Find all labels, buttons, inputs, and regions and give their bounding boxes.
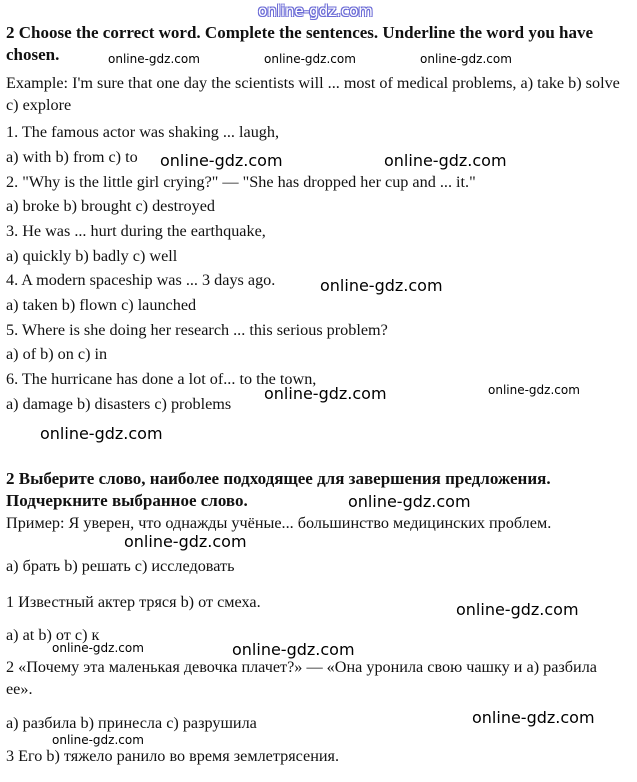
english-line: 5. Where is she doing her research ... this serious problem? [6, 321, 388, 339]
watermark: online-gdz.com [264, 384, 387, 403]
watermark: online-gdz.com [108, 52, 200, 66]
english-example: Example: I'm sure that one day the scientists will ... most of medical problems, a) take b) solve c) explore [6, 74, 620, 114]
watermark: online-gdz.com [124, 532, 247, 551]
watermark: online-gdz.com [52, 641, 144, 655]
english-line: a) quickly b) badly c) well [6, 247, 178, 265]
watermark: online-gdz.com [320, 276, 443, 295]
english-line: a) broke b) brought c) destroyed [6, 197, 216, 215]
russian-line: 1 Известный актер тряся b) от смеха. [6, 593, 261, 611]
english-line: 4. A modern spaceship was ... 3 days ago. [6, 271, 276, 289]
russian-line: а) at b) от с) к [6, 626, 100, 644]
header-watermark: online-gdz.com [258, 2, 373, 20]
russian-line: 3 Его b) тяжело ранило во время землетрясения. [6, 747, 340, 765]
watermark: online-gdz.com [264, 52, 356, 66]
watermark: online-gdz.com [456, 600, 579, 619]
watermark: online-gdz.com [160, 151, 283, 170]
english-line: 3. He was ... hurt during the earthquake, [6, 222, 266, 240]
english-line: 6. The hurricane has done a lot of... to the town, [6, 370, 317, 388]
english-line: a) of b) on c) in [6, 345, 108, 363]
english-line: a) with b) from c) to [6, 148, 138, 166]
russian-line: 2 «Почему эта маленькая девочка плачет?» — «Она уронила свою чашку и а) разбила ее». [6, 658, 597, 698]
watermark: online-gdz.com [472, 708, 595, 727]
watermark: online-gdz.com [52, 733, 144, 747]
russian-line: а) брать b) решать с) исследовать [6, 557, 235, 575]
russian-example: Пример: Я уверен, что однажды учёные... большинство медицинских проблем. [6, 514, 552, 532]
english-line: 1. The famous actor was shaking ... laugh, [6, 123, 280, 141]
english-line: a) taken b) flown c) launched [6, 296, 197, 314]
russian-task-title: 2 Выберите слово, наиболее подходящее для завершения предложения. Подчеркните выбранное слово. [6, 469, 551, 510]
english-task-title: 2 Choose the correct word. Complete the sentences. Underline the word you have chosen. [6, 23, 594, 64]
russian-line: а) разбила b) принесла с) разрушила [6, 714, 257, 732]
watermark: online-gdz.com [348, 492, 471, 511]
english-line: 2. "Why is the little girl crying?" — "She has dropped her cup and ... it." [6, 173, 476, 191]
watermark: online-gdz.com [488, 383, 580, 397]
watermark: online-gdz.com [420, 52, 512, 66]
watermark: online-gdz.com [40, 424, 163, 443]
watermark: online-gdz.com [232, 640, 355, 659]
english-line: a) damage b) disasters c) problems [6, 395, 232, 413]
watermark: online-gdz.com [384, 151, 507, 170]
